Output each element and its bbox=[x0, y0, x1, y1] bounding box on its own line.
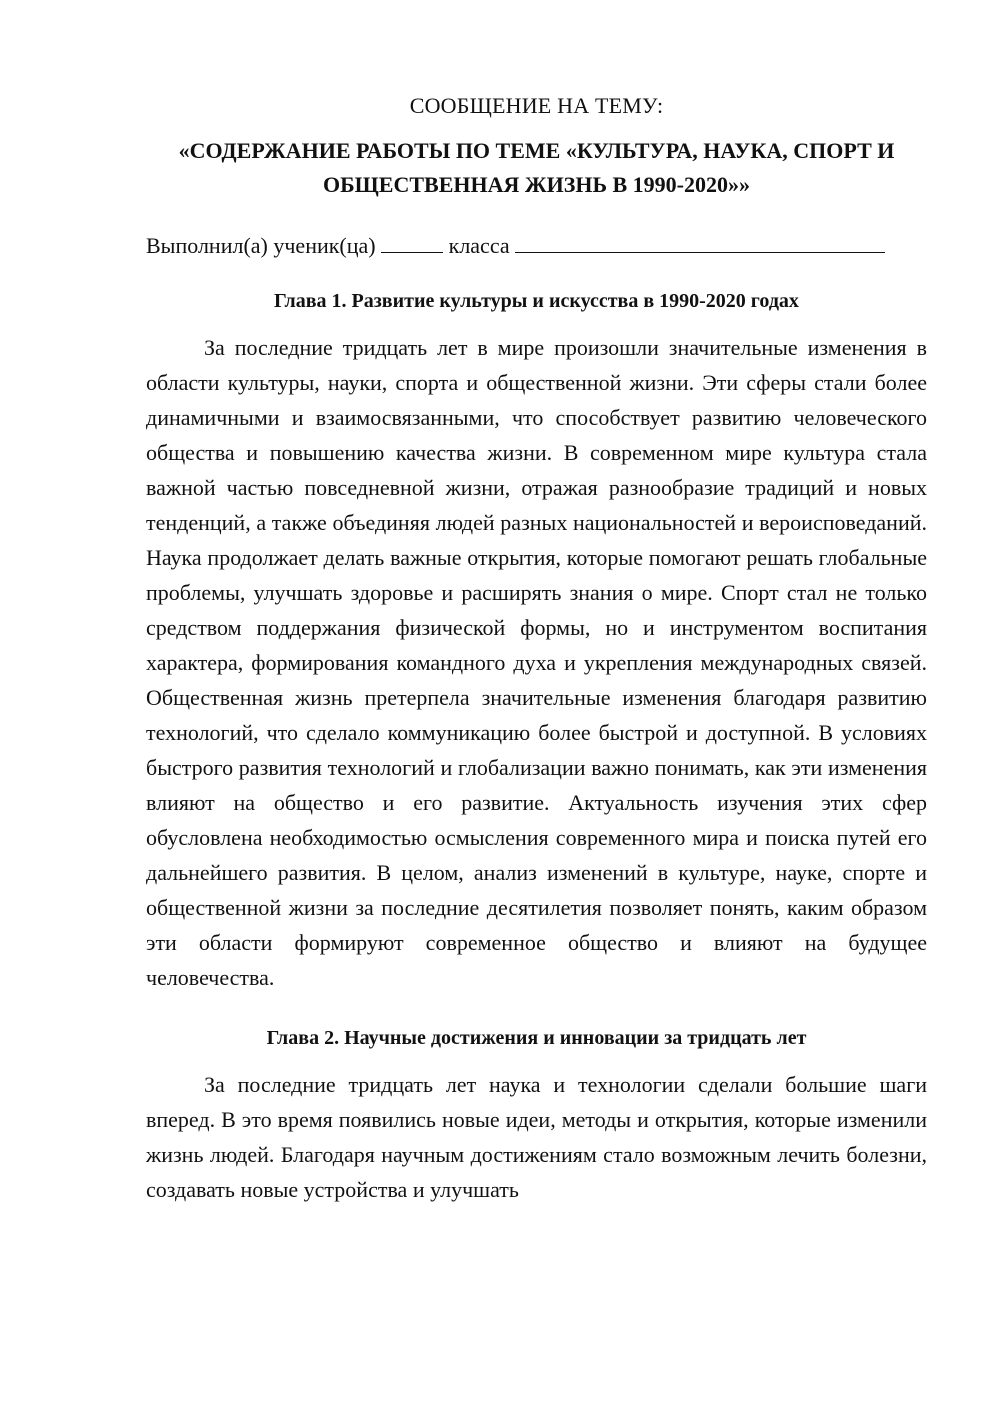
student-prefix: Выполнил(а) ученик(ца) bbox=[146, 233, 382, 258]
chapter-1-heading: Глава 1. Развитие культуры и искусства в 1990-2020 годах bbox=[274, 290, 799, 312]
report-title: «СОДЕРЖАНИЕ РАБОТЫ ПО ТЕМЕ «КУЛЬТУРА, НАУКА, СПОРТ И ОБЩЕСТВЕННАЯ ЖИЗНЬ В 1990-2020»» bbox=[178, 138, 895, 197]
student-line bbox=[146, 228, 927, 264]
document-page bbox=[146, 88, 927, 1207]
chapter-1-paragraph: За последние тридцать лет в мире произошли значительные изменения в области культуры, науки, спорта и общественной жизни. Эти сферы стали более динамичными и взаимосвязанными, что способствует развитию человеческого общества и повышению качества жизни. В современном мире культура стала важной частью повседневной жизни, отражая разнообразие традиций и новых тенденций, а также объединяя людей разных национальностей и вероисповеданий. Наука продолжает делать важные открытия, которые помогают решать глобальные проблемы, улучшать здоровье и расширять знания о мире. Спорт стал не только средством поддержания физической формы, но и инструментом воспитания характера, формирования командного духа и укрепления международных связей. Общественная жизнь претерпела значительные изменения благодаря развитию технологий, что сделало коммуникацию более быстрой и доступной. В условиях быстрого развития технологий и глобализации важно понимать, как эти изменения влияют на общество и его развитие. Актуальность изучения этих сфер обусловлена необходимостью осмысления современного мира и поиска путей его дальнейшего развития. В целом, анализ изменений в культуре, науке, спорте и общественной жизни за последние десятилетия позволяет понять, каким образом эти области формируют современное общество и влияют на будущее человечества. bbox=[146, 335, 927, 990]
report-label: СООБЩЕНИЕ НА ТЕМУ: bbox=[409, 93, 664, 118]
student-middle: класса bbox=[443, 233, 516, 258]
chapter-2-paragraph: За последние тридцать лет наука и технологии сделали большие шаги вперед. В это время появились новые идеи, методы и открытия, которые изменили жизнь людей. Благодаря научным достижениям стало возможным лечить болезни, создавать новые устройства и улучшать bbox=[146, 1072, 927, 1202]
chapter-2-heading: Глава 2. Научные достижения и инновации за тридцать лет bbox=[266, 1027, 807, 1049]
name-blank bbox=[515, 228, 885, 253]
class-blank bbox=[381, 228, 443, 253]
